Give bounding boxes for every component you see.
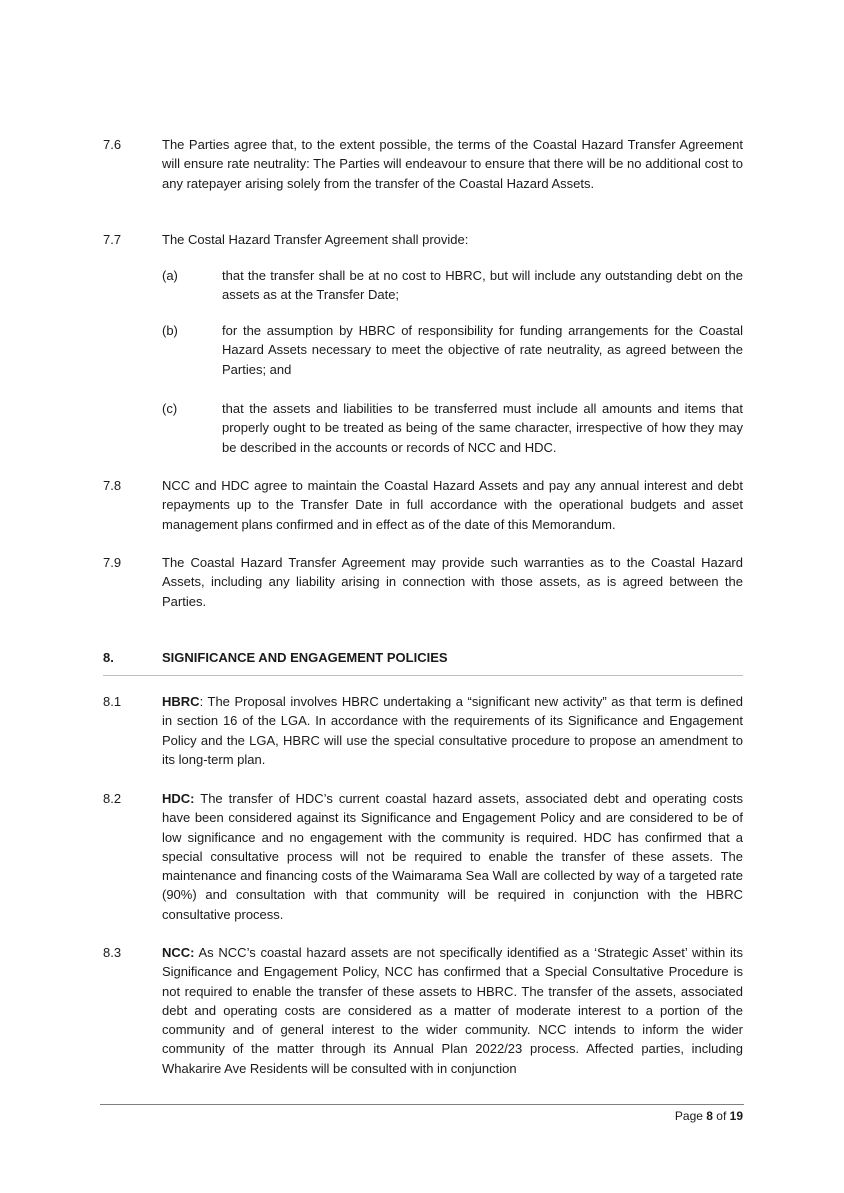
clause-7-7 [103,230,743,249]
clause-8-3 [103,943,743,1078]
subclause-7-7-c [162,399,743,457]
clause-number: 8.1 [103,694,122,709]
section-heading [103,648,743,667]
clause-text: The Coastal Hazard Transfer Agreement may provide such warranties as to the Coastal Hazard Assets, including any liability arising in connection with those assets, as is agreed between the Parties. [162,555,743,609]
clause-number: 7.6 [103,137,122,152]
page-prefix: Page [674,1109,707,1123]
clause-8-2 [103,789,743,924]
clause-8-1 [103,692,743,769]
page-total: 19 [729,1109,743,1123]
subclause-label: (a) [162,268,178,283]
clause-text: NCC and HDC agree to maintain the Coastal Hazard Assets and pay any annual interest and debt repayments up to the Transfer Date in full accordance with the operational budgets and asset management plans confirmed and in effect as of the date of this Memorandum. [162,478,743,532]
page-current: 8 [706,1109,713,1123]
subclause-label: (b) [162,323,178,338]
subclause-7-7-b [162,321,743,379]
clause-7-6 [103,135,743,193]
clause-text: The Parties agree that, to the extent possible, the terms of the Coastal Hazard Transfer Agreement will ensure rate neutrality: The Parties will endeavour to ensure that there will be no additional cost to any ratepayer arising solely from the transfer of the Coastal Hazard Assets. [162,137,743,191]
clause-number: 7.7 [103,232,122,247]
clause-text [162,943,743,1078]
section-number: 8. [103,650,114,665]
clause-number: 7.8 [103,478,122,493]
section-title: SIGNIFICANCE AND ENGAGEMENT POLICIES [162,650,448,665]
clause-body: The transfer of HDC’s current coastal hazard assets, associated debt and operating costs have been considered against its Significance and Engagement Policy and are considered to be of low significance and no engagement with the community is required. HDC has confirmed that a special consultative process will not be required to enable the transfer of these assets. The maintenance and financing costs of the Waimarama Sea Wall are collected by way of a targeted rate (90%) and consultation with that community will be required in conjunction with the HBRC consultative process. [162,791,743,922]
clause-lead: HDC: [162,791,195,806]
section-divider [103,675,743,676]
subclause-7-7-a [162,266,743,305]
clause-number: 7.9 [103,555,122,570]
subclause-text: that the assets and liabilities to be transferred must include all amounts and items that properly ought to be treated as being of the same character, irrespective of how they may be described in the accounts or records of NCC and HDC. [222,401,743,455]
page-number [675,1108,743,1124]
footer-divider [100,1104,744,1105]
clause-7-8 [103,476,743,534]
page-middle: of [712,1109,730,1123]
clause-body: As NCC’s coastal hazard assets are not specifically identified as a ‘Strategic Asset’ within its Significance and Engagement Policy, NCC has confirmed that a Special Consultative Procedure is not required to enable the transfer of these assets to HBRC. The transfer of the assets, associated debt and operating costs are considered as a matter of moderate interest to a portion of the community and of general interest to the wider community. NCC intends to inform the wider community of the matter through its Annual Plan 2022/23 process. Affected parties, including Whakarire Ave Residents will be consulted with in conjunction [162,945,743,1076]
clause-7-9 [103,553,743,611]
clause-text [162,692,743,769]
clause-lead: HBRC [162,694,200,709]
subclause-text: for the assumption by HBRC of responsibility for funding arrangements for the Coastal Hazard Assets necessary to meet the objective of rate neutrality, as agreed between the Parties; and [222,323,743,377]
subclause-text: that the transfer shall be at no cost to HBRC, but will include any outstanding debt on the assets as at the Transfer Date; [222,268,743,303]
clause-number: 8.2 [103,791,122,806]
clause-text [162,789,743,924]
clause-body: : The Proposal involves HBRC undertaking a “significant new activity” as that term is defined in section 16 of the LGA. In accordance with the requirements of its Significance and Engagement Policy and the LGA, HBRC will use the special consultative procedure to propose an amendment to its long-term plan. [162,694,743,767]
clause-text: The Costal Hazard Transfer Agreement shall provide: [162,232,469,247]
subclause-label: (c) [162,401,178,416]
clause-number: 8.3 [103,945,122,960]
clause-lead: NCC: [162,945,195,960]
